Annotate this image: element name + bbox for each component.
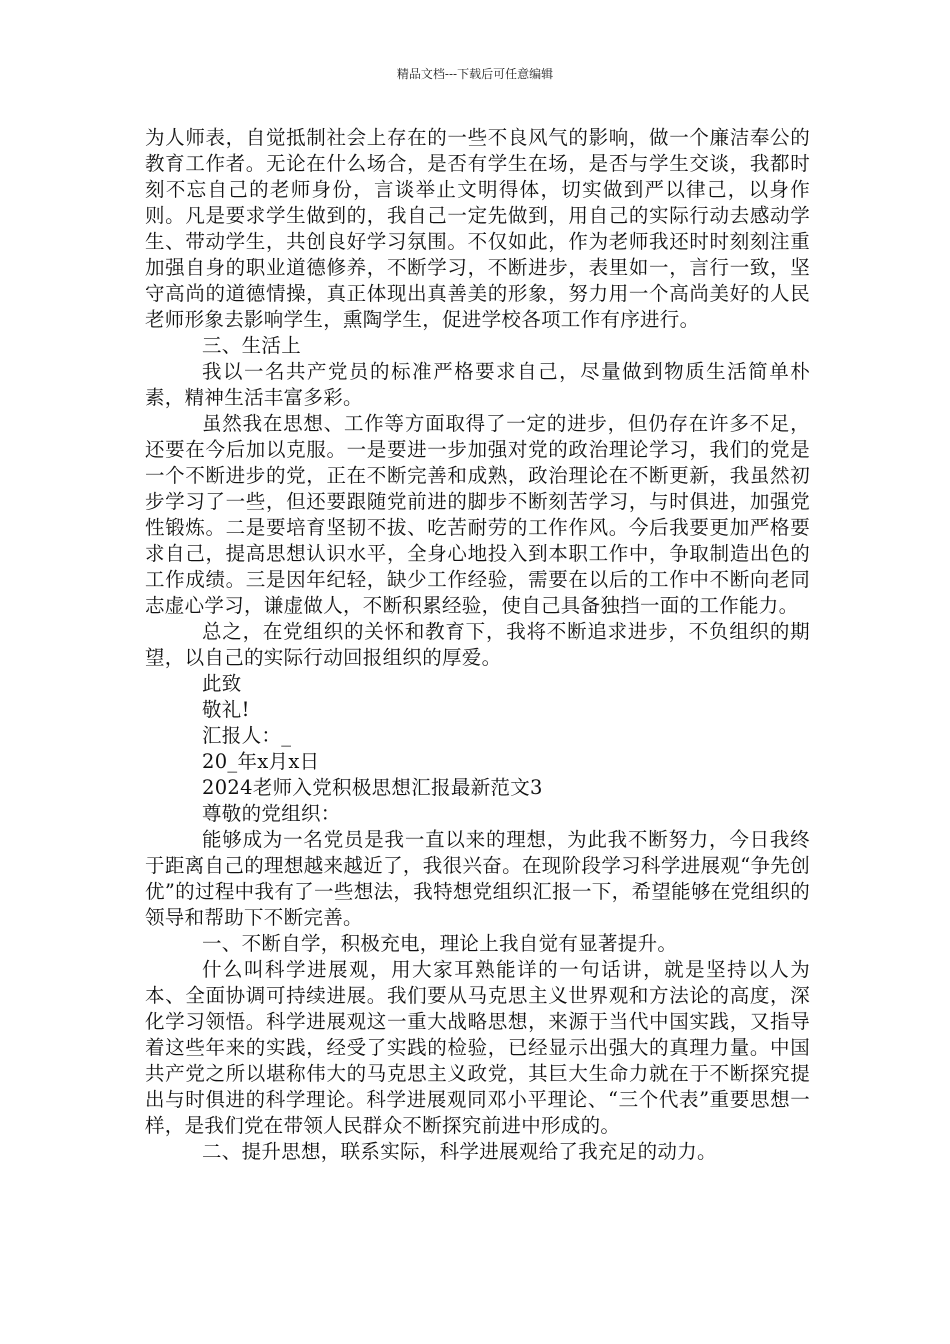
- section-heading: 三、生活上: [202, 334, 302, 357]
- closing-salute: 敬礼!: [202, 698, 250, 721]
- document-body: [145, 125, 810, 1165]
- paragraph: 什么叫科学进展观，用大家耳熟能详的一句话讲，就是坚持以人为本、全面协调可持续进展。我们要从马克思主义世界观和方法论的高度，深化学习领悟。科学进展观这一重大战略思想，来源于当代中国实践，又指导着这些年来的实践，经受了实践的检验，已经显示出强大的真理力量。中国共产党之所以堪称伟大的马克思主义政党，其巨大生命力就在于不断探究提出与时俱进的科学理论。科学进展观同邓小平理论、“三个代表”重要思想一样，是我们党在带领人民群众不断探究前进中形成的。: [145, 958, 810, 1137]
- page-header: 精品文档---下载后可任意编辑: [396, 67, 554, 81]
- paragraph: 我以一名共产党员的标准严格要求自己，尽量做到物质生活简单朴素，精神生活丰富多彩。: [145, 360, 810, 409]
- paragraph: 虽然我在思想、工作等方面取得了一定的进步，但仍存在许多不足，还要在今后加以克服。一是要进一步加强对党的政治理论学习，我们的党是一个不断进步的党，正在不断完善和成熟，政治理论在不断更新，我虽然初步学习了一些，但还要跟随党前进的脚步不断刻苦学习，与时俱进，加强党性锻炼。二是要培育坚韧不拔、吃苦耐劳的工作作风。今后我要更加严格要求自己，提高思想认识水平，全身心地投入到本职工作中，争取制造出色的工作成绩。三是因年纪轻，缺少工作经验，需要在以后的工作中不断向老同志虚心学习，谦虚做人，不断积累经验，使自己具备独挡一面的工作能力。: [145, 412, 810, 617]
- section-heading: 一、不断自学，积极充电，理论上我自觉有显著提升。: [202, 932, 678, 955]
- paragraph: 为人师表，自觉抵制社会上存在的一些不良风气的影响，做一个廉洁奉公的教育工作者。无论在什么场合，是否有学生在场，是否与学生交谈，我都时刻不忘自己的老师身份，言谈举止文明得体，切实做到严以律己，以身作则。凡是要求学生做到的，我自己一定先做到，用自己的实际行动去感动学生、带动学生，共创良好学习氛围。不仅如此，作为老师我还时时刻刻注重加强自身的职业道德修养，不断学习，不断进步，表里如一，言行一致，坚守高尚的道德情操，真正体现出真善美的形象，努力用一个高尚美好的人民老师形象去影响学生，熏陶学生，促进学校各项工作有序进行。: [145, 126, 810, 331]
- paragraph: 能够成为一名党员是我一直以来的理想，为此我不断努力，今日我终于距离自己的理想越来越近了，我很兴奋。在现阶段学习科学进展观“争先创优”的过程中我有了一些想法，我特想党组织汇报一下，希望能够在党组织的领导和帮助下不断完善。: [145, 828, 810, 929]
- greeting: 尊敬的党组织：: [202, 802, 341, 825]
- closing-salutation: 此致: [202, 672, 242, 695]
- paragraph: 总之，在党组织的关怀和教育下，我将不断追求进步，不负组织的期望，以自己的实际行动回报组织的厚爱。: [145, 620, 810, 669]
- date-line: 20_年x月x日: [202, 750, 320, 773]
- document-title: 2024老师入党积极思想汇报最新范文3: [202, 776, 543, 799]
- section-heading: 二、提升思想，联系实际，科学进展观给了我充足的动力。: [202, 1140, 717, 1163]
- reporter-line: 汇报人：_: [202, 724, 292, 747]
